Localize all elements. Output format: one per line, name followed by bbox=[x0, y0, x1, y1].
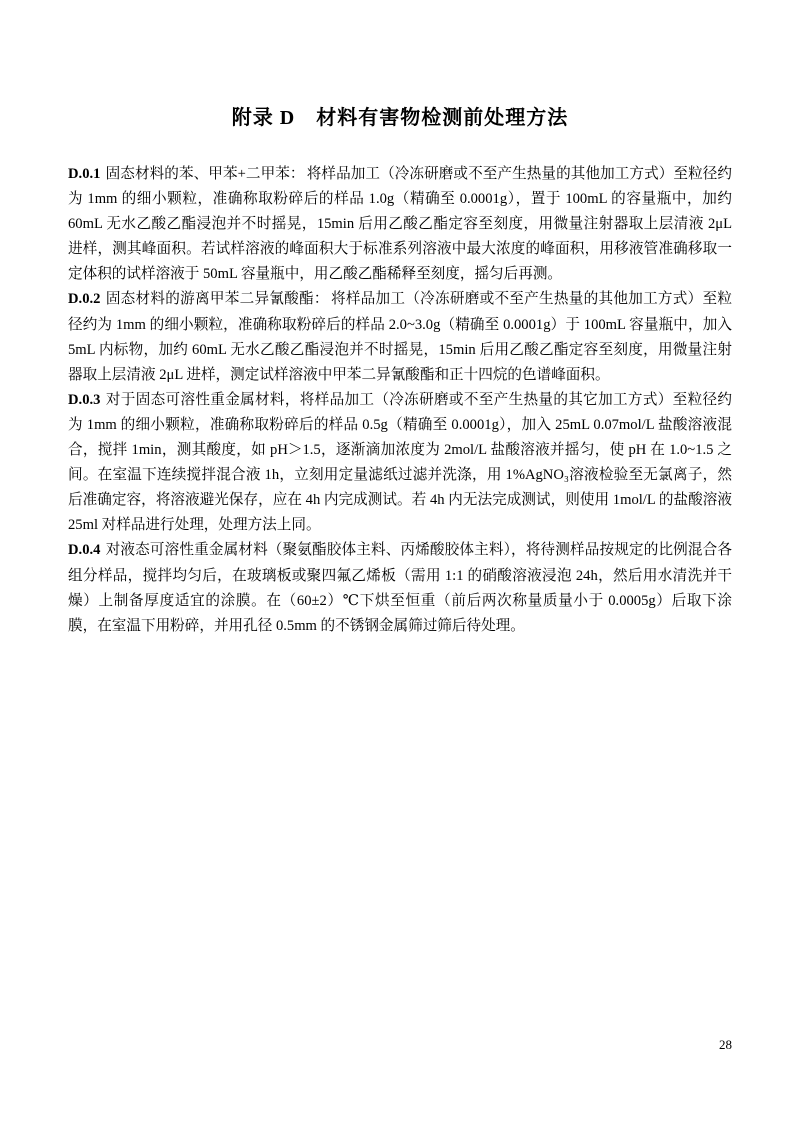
paragraph-number: D.0.2 bbox=[68, 291, 101, 308]
paragraph-text: 将样品加工（冷冻研磨或不至产生热量的其他加工方式）至粒径约为 1mm 的细小颗粒，准确称取粉碎后的样品 1.0g（精确至 0.0001g），置于 100mL 的容量瓶中，加约 60mL 无水乙酸乙酯浸泡并不时摇晃，15min 后用乙酸乙酯定容至刻度，用微量注射器取上层清液 2μL 进样，测其峰面积。若试样溶液的峰面积大于标准系列溶液中最大浓度的峰面积，用移液管准确移取一定体积的试样溶液于 50mL 容量瓶中，用乙酸乙酯稀释至刻度，摇匀后再测。 bbox=[68, 166, 732, 283]
paragraph-number: D.0.4 bbox=[68, 542, 101, 559]
paragraph-d-0-2 bbox=[68, 287, 732, 387]
paragraph-text: 对液态可溶性重金属材料（聚氨酯胶体主料、丙烯酸胶体主料），将待测样品按规定的比例混合各组分样品，搅拌均匀后，在玻璃板或聚四氟乙烯板（需用 1:1 的硝酸溶液浸泡 24h，然后用水清洗并干燥）上制备厚度适宜的涂膜。在（60±2）℃下烘至恒重（前后两次称量质量小于 0.0005g）后取下涂膜，在室温下用粉碎，并用孔径 0.5mm 的不锈钢金属筛过筛后待处理。 bbox=[68, 542, 732, 634]
page-number: 28 bbox=[719, 1037, 732, 1052]
paragraph-heading: 固态材料的游离甲苯二异氰酸酯： bbox=[105, 291, 329, 308]
paragraph-number: D.0.1 bbox=[68, 166, 101, 182]
paragraph-d-0-3 bbox=[68, 388, 732, 539]
paragraph-heading: 固态材料的苯、甲苯+二甲苯： bbox=[105, 166, 305, 182]
paragraph-d-0-4 bbox=[68, 538, 732, 638]
page-content bbox=[68, 104, 732, 639]
paragraph-text: 将样品加工（冷冻研磨或不至产生热量的其他加工方式）至粒径约为 1mm 的细小颗粒，准确称取粉碎后的样品 2.0~3.0g（精确至 0.0001g）于 100mL 容量瓶中，加入 5mL 内标物，加约 60mL 无水乙酸乙酯浸泡并不时摇晃，15min 后用乙酸乙酯定容至刻度，用微量注射器取上层清液 2μL 进样，测定试样溶液中甲苯二异氰酸酯和正十四烷的色谱峰面积。 bbox=[68, 291, 732, 383]
page-title: 附录 D 材料有害物检测前处理方法 bbox=[231, 107, 569, 129]
paragraph-text: 对于固态可溶性重金属材料，将样品加工（冷冻研磨或不至产生热量的其它加工方式）至粒径约为 1mm 的细小颗粒，准确称取粉碎后的样品 0.5g（精确至 0.0001g），加入 25mL 0.07mol/L 盐酸溶液混合，搅拌 1min，测其酸度，如 pH＞1.5，逐渐滴加浓度为 2mol/L 盐酸溶液并摇匀，使 pH 在 1.0~1.5 之间。在室温下连续搅拌混合液 1h，立刻用定量滤纸过滤并洗涤，用 1%AgNO₃溶液检验至无氯离子，然后准确定容，将溶液避光保存，应在 4h 内完成测试。若 4h 内无法完成测试，则使用 1mol/L 的盐酸溶液 25ml 对样品进行处理，处理方法上同。 bbox=[68, 391, 732, 534]
paragraph-number: D.0.3 bbox=[68, 391, 101, 408]
paragraph-d-0-1 bbox=[68, 162, 732, 287]
